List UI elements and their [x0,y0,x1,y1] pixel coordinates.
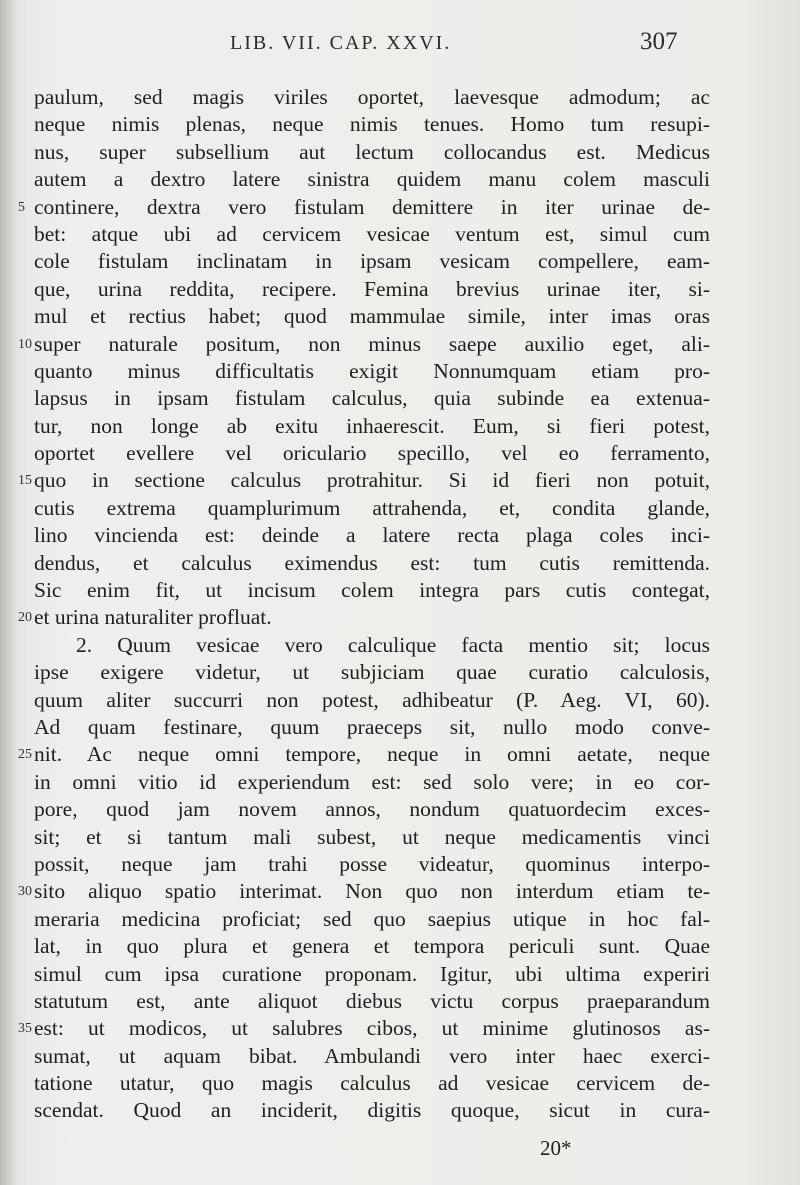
body-text [18,84,710,1125]
line-number: 5 [18,199,25,215]
text-line [34,550,710,577]
line-text: lat, in quo plura et genera et tempora periculi sunt. Quae [34,934,710,959]
text-line [34,824,710,851]
page-spine-shadow [0,0,14,1185]
page-header [0,30,800,60]
text-line [18,467,710,494]
line-text: in omni vitio id experiendum est: sed solo vere; in eo cor- [34,769,710,794]
line-text: ipse exigere videtur, ut subjiciam quae curatio calculosis, [34,660,710,685]
line-text: bet: atque ubi ad cervicem vesicae ventum est, simul cum [34,221,710,246]
line-text: quo in sectione calculus protrahitur. Si id fieri non potuit, [34,468,710,493]
text-line [34,440,710,467]
text-line [34,139,710,166]
line-text: est: ut modicos, ut salubres cibos, ut minime glutinosos as- [34,1016,710,1041]
text-line [34,687,710,714]
text-line [34,221,710,248]
text-line [34,522,710,549]
line-text: sumat, ut aquam bibat. Ambulandi vero inter haec exerci- [34,1043,710,1068]
line-text: paulum, sed magis viriles oportet, laevesque admodum; ac [34,85,710,109]
text-line [34,385,710,412]
line-number: 20 [18,610,32,626]
line-text: possit, neque jam trahi posse videatur, quominus interpo- [34,851,710,876]
text-line [34,933,710,960]
line-text: dendus, et calculus eximendus est: tum cutis remittenda. [34,550,710,575]
line-text: neque nimis plenas, neque nimis tenues. Homo tum resupi- [34,112,710,137]
text-line [34,84,710,111]
line-text: cutis extrema quamplurimum attrahenda, et, condita glande, [34,495,710,520]
line-text: Ad quam festinare, quum praeceps sit, nullo modo conve- [34,714,710,739]
text-line [34,906,710,933]
line-number: 25 [18,747,32,763]
text-line [34,303,710,330]
signature-mark: 20* [540,1136,572,1160]
line-text: simul cum ipsa curatione proponam. Igitur, ubi ultima experiri [34,961,710,986]
line-text: meraria medicina proficiat; sed quo saepius utique in hoc fal- [34,906,710,931]
text-line [34,166,710,193]
line-text: cole fistulam inclinatam in ipsam vesicam compellere, eam- [34,249,710,274]
text-line [34,111,710,138]
line-text: scendat. Quod an inciderit, digitis quoque, sicut in cura- [34,1098,710,1123]
line-text: autem a dextro latere sinistra quidem manu colem masculi [34,167,710,192]
line-number: 30 [18,884,32,900]
text-line [34,1043,710,1070]
text-line [18,741,710,768]
line-number: 10 [18,336,32,352]
text-line [34,495,710,522]
line-text: 2. Quum vesicae vero calculique facta mentio sit; locus [76,632,710,657]
page-number: 307 [640,28,678,55]
line-text: Sic enim fit, ut incisum colem integra pars cutis contegat, [34,578,710,603]
text-line [34,1097,710,1124]
text-line [34,961,710,988]
text-line [18,1015,710,1042]
line-text: sito aliquo spatio interimat. Non quo non interdum etiam te- [34,879,710,904]
line-text: tatione utatur, quo magis calculus ad vesicae cervicem de- [34,1071,710,1096]
text-line [34,659,710,686]
text-line [34,796,710,823]
text-line [34,769,710,796]
line-text: pore, quod jam novem annos, nondum quatuordecim exces- [34,797,710,822]
line-text: nit. Ac neque omni tempore, neque in omni aetate, neque [34,742,710,767]
text-line [34,577,710,604]
text-line [34,632,710,659]
line-text: lino vincienda est: deinde a latere recta plaga coles inci- [34,523,710,548]
line-text: quum aliter succurri non potest, adhibeatur (P. Aeg. VI, 60). [34,687,710,712]
line-text: quanto minus difficultatis exigit Nonnumquam etiam pro- [34,358,710,383]
line-text: sit; et si tantum mali subest, ut neque medicamentis vinci [34,824,710,849]
line-text: statutum est, ante aliquot diebus victu corpus praeparandum [34,988,710,1013]
text-line [34,1070,710,1097]
text-line [34,276,710,303]
text-line [34,248,710,275]
line-number: 15 [18,473,32,489]
line-text: tur, non longe ab exitu inhaerescit. Eum, si fieri potest, [34,413,710,438]
line-text: que, urina reddita, recipere. Femina brevius urinae iter, si- [34,276,710,301]
line-text: nus, super subsellium aut lectum collocandus est. Medicus [34,139,710,164]
text-line [18,194,710,221]
text-line [34,714,710,741]
text-line [34,988,710,1015]
text-line [34,358,710,385]
line-text: mul et rectius habet; quod mammulae simile, inter imas oras [34,304,710,329]
text-line [18,878,710,905]
line-number: 35 [18,1021,32,1037]
running-head: LIB. VII. CAP. XXVI. [230,32,452,54]
line-text: et urina naturaliter profluat. [34,605,272,630]
line-text: oportet evellere vel oriculario specillo, vel eo ferramento, [34,441,710,466]
text-line [34,413,710,440]
line-text: continere, dextra vero fistulam demittere in iter urinae de- [34,194,710,219]
text-line [18,331,710,358]
line-text: super naturale positum, non minus saepe auxilio eget, ali- [34,331,710,356]
text-line [18,604,710,631]
line-text: lapsus in ipsam fistulam calculus, quia subinde ea extenua- [34,386,710,411]
text-line [34,851,710,878]
